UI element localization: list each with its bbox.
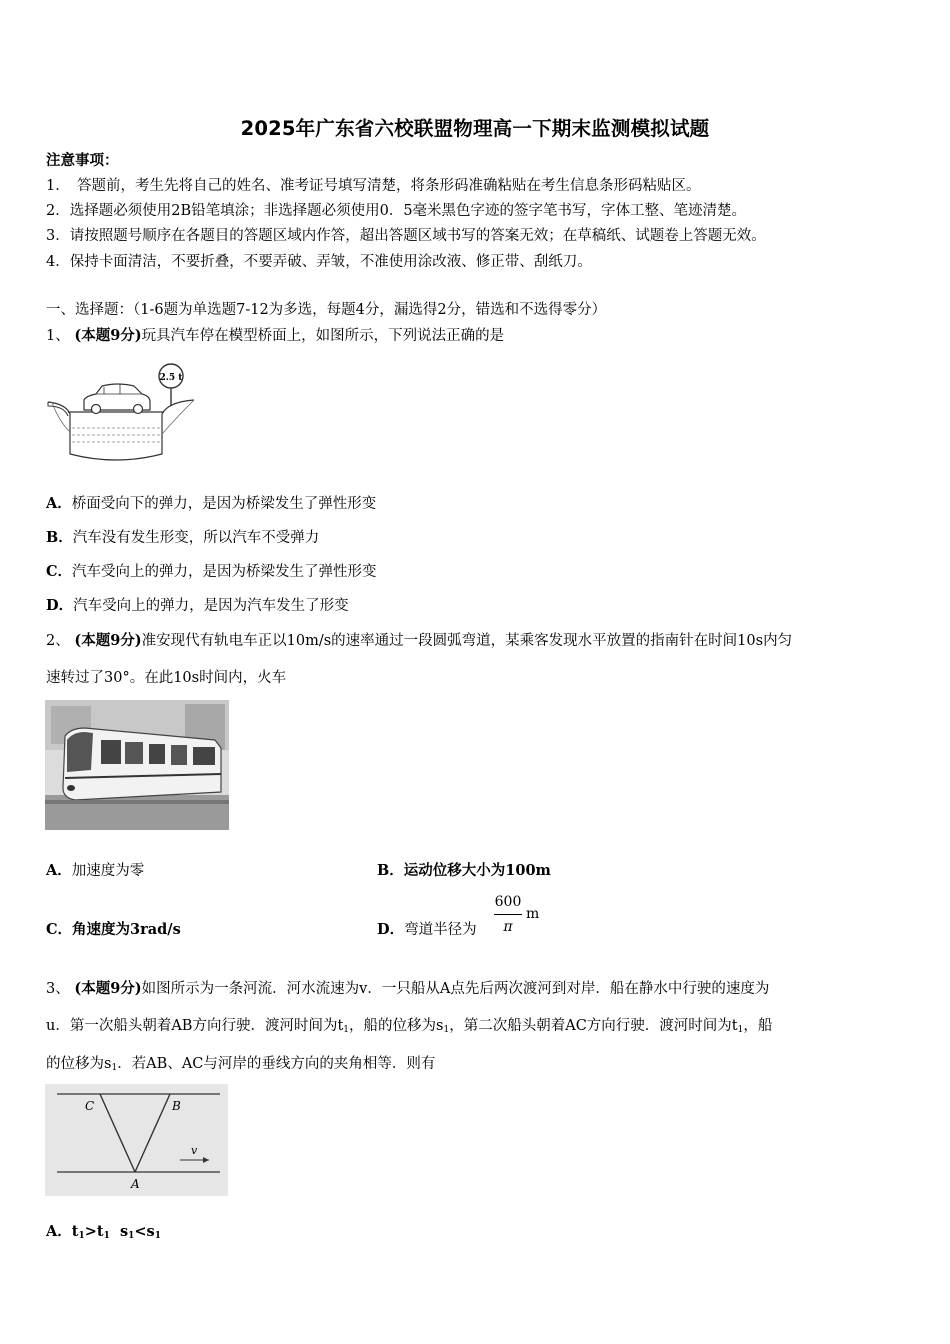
notice-item-1: 1． 答题前，考生先将自己的姓名、准考证号填写清楚，将条形码准确粘贴在考生信息条形码粘贴区。 [46, 178, 701, 194]
notice-item-4: 4．保持卡面清洁，不要折叠，不要弄破、弄皱，不准使用涂改液、修正带、刮纸刀。 [46, 254, 592, 270]
q2-unit: m [526, 906, 540, 922]
label-c: C [85, 1099, 95, 1113]
river-diagram [45, 1084, 228, 1196]
q1-number: 1、 [46, 328, 70, 344]
q3-stem-line3: 的位移为$s_1$．若AB、AC与河岸的垂线方向的夹角相等．则有 [46, 1056, 436, 1073]
q1-bridge-figure [46, 362, 196, 470]
q3-stem-line2: u．第一次船头朝着AB方向行驶．渡河时间为$t_1$，船的位移为$s_1$，第二次船头朝着AC方向行驶．渡河时间为$t_1$，船 [46, 1018, 773, 1035]
q2-fraction-bar [494, 914, 522, 915]
weight-limit-sign: 2.5 t [159, 373, 183, 383]
tram-illustration [45, 700, 229, 830]
q2-option-c[interactable]: C．角速度为3rad/s [46, 921, 181, 938]
label-v: v [191, 1144, 198, 1157]
notice-item-2: 2．选择题必须使用2B铅笔填涂；非选择题必须使用0．5毫米黑色字迹的签字笔书写，字体工整、笔迹清楚。 [46, 203, 747, 219]
bridge-car-illustration [46, 362, 196, 470]
q2-stem-line2: 速转过了30°。在此10s时间内，火车 [46, 670, 287, 686]
q3-river-figure [45, 1084, 228, 1196]
q2-fraction-denominator: π [503, 919, 513, 935]
q2-tram-photo [45, 700, 229, 830]
page-title: 2025年广东省六校联盟物理高一下期末监测模拟试题 [240, 117, 710, 140]
label-a: A [131, 1177, 140, 1191]
q1-option-a[interactable]: A．桥面受向下的弹力，是因为桥梁发生了弹性形变 [46, 495, 377, 512]
q2-fraction-numerator: 600 [494, 894, 522, 910]
q2-option-b[interactable]: B．运动位移大小为100m [377, 862, 551, 879]
q2-stem-line1: 2、 (本题9分)准安现代有轨电车正以10m/s的速率通过一段圆弧弯道，某乘客发现水平放置的指南针在时间10s内匀 [46, 632, 793, 649]
q1-stem [46, 327, 504, 345]
q1-meta: (本题9分) [74, 327, 142, 344]
q1-text: 玩具汽车停在模型桥面上，如图所示，下列说法正确的是 [141, 328, 505, 344]
q3-stem-line1: 3、 (本题9分)如图所示为一条河流．河水流速为v．一只船从A点先后两次渡河到对岸．船在静水中行驶的速度为 [46, 980, 770, 997]
q2-option-a[interactable]: A．加速度为零 [46, 862, 145, 879]
notice-header: 注意事项： [46, 152, 119, 169]
q3-option-a[interactable]: A．$t_1>t_1$ $s_1<s_1$ [46, 1223, 161, 1241]
q1-option-d[interactable]: D．汽车受向上的弹力，是因为汽车发生了形变 [46, 597, 349, 614]
q1-option-b[interactable]: B．汽车没有发生形变，所以汽车不受弹力 [46, 529, 320, 546]
label-b: B [172, 1099, 181, 1113]
section-heading: 一、选择题：（1-6题为单选题7-12为多选，每题4分，漏选得2分，错选和不选得零分） [46, 302, 607, 318]
q1-option-c[interactable]: C．汽车受向上的弹力，是因为桥梁发生了弹性形变 [46, 563, 377, 580]
q2-option-d[interactable]: D．弯道半径为 [377, 921, 477, 938]
notice-item-3: 3．请按照题号顺序在各题目的答题区域内作答，超出答题区域书写的答案无效；在草稿纸、试题卷上答题无效。 [46, 228, 766, 244]
